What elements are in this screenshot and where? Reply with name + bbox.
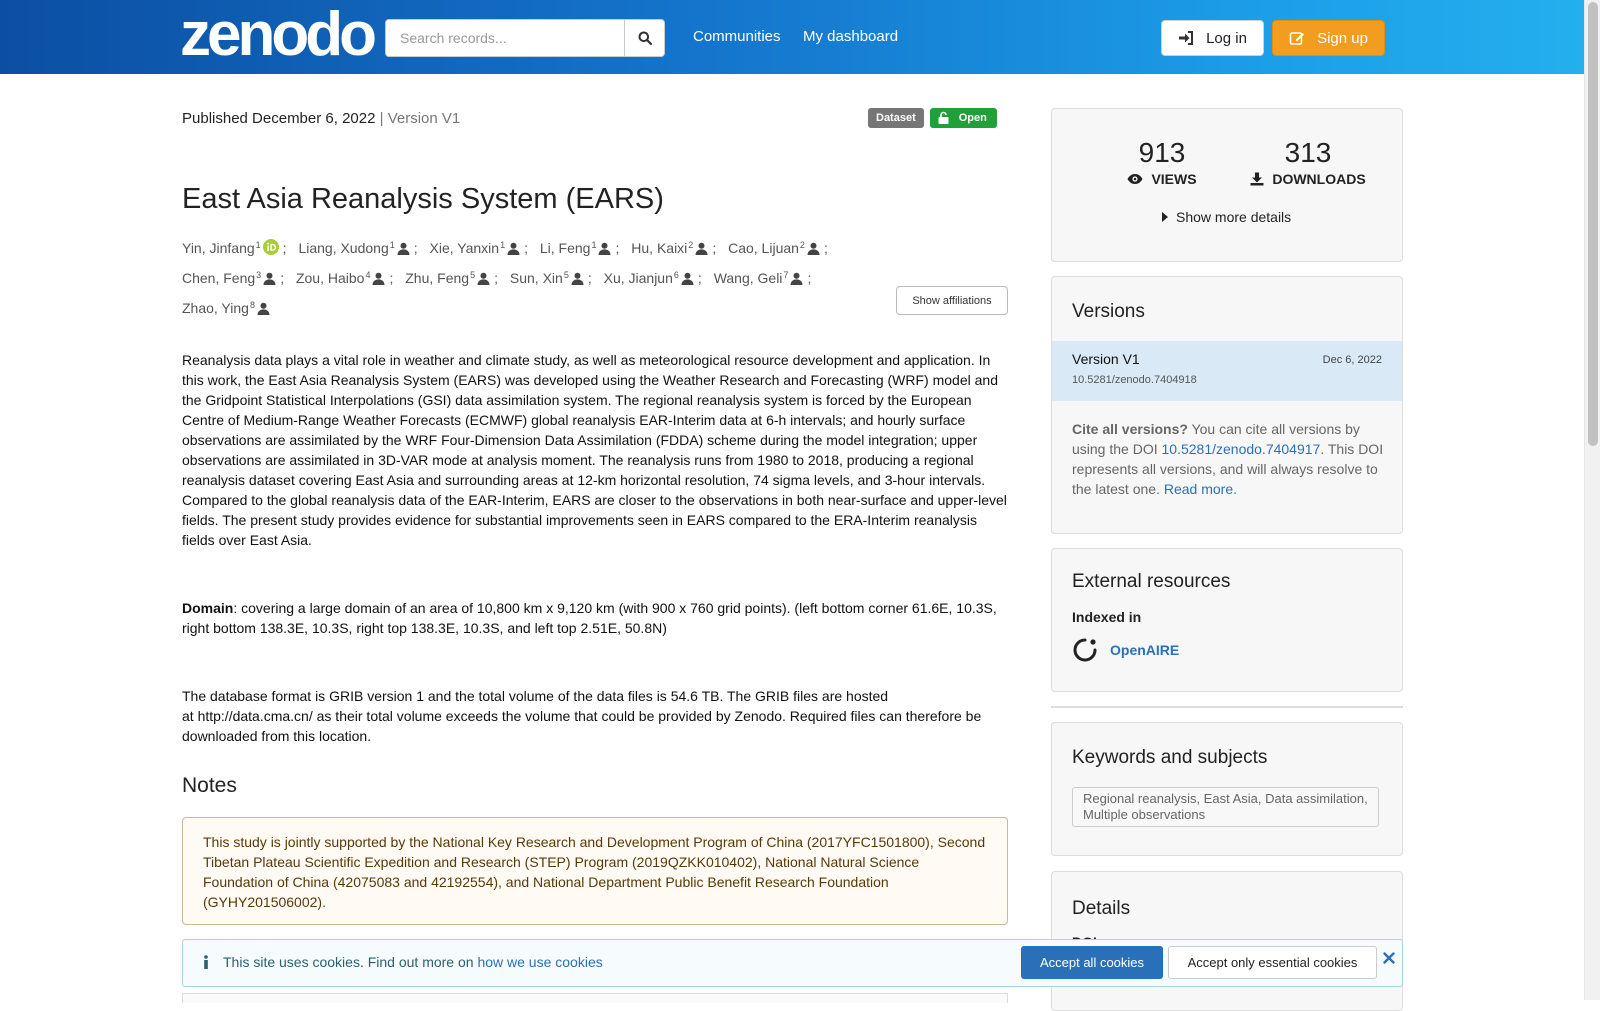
affiliation-number: 7 — [783, 270, 789, 280]
creator-separator: ; — [494, 270, 498, 286]
affiliation-number: 1 — [255, 240, 261, 250]
cite-post-text: . This DOI represents all versions, and will always resolve to the latest one. — [1072, 441, 1384, 497]
creator-name[interactable]: Cao, Lijuan — [728, 240, 799, 256]
nav-communities[interactable]: Communities — [693, 28, 781, 45]
creator-name[interactable]: Liang, Xudong — [298, 240, 389, 256]
login-label: Log in — [1206, 29, 1247, 47]
caret-right-icon — [1162, 212, 1168, 222]
cookie-text: This site uses cookies. Find out more on — [223, 954, 478, 970]
nav-my-dashboard[interactable]: My dashboard — [803, 28, 899, 45]
creator-separator: ; — [282, 240, 287, 256]
version-date: Dec 6, 2022 — [1322, 354, 1382, 366]
creator-item[interactable] — [510, 270, 584, 286]
creator-item[interactable] — [604, 270, 694, 286]
openaire-link[interactable] — [1072, 637, 1179, 663]
scrollbar-thumb[interactable] — [1588, 2, 1598, 446]
login-button[interactable] — [1161, 20, 1264, 56]
cookie-banner — [182, 939, 1403, 987]
domain-text: : covering a large domain of an area of 10,800 km x 9,120 km (with 900 x 760 grid points). (left bottom corner 61.6E, 10.3S, right bottom 138.3E, 10.3S, right top 138.3E, 10.3S, and left top 2.51E, 50.8N) — [182, 600, 997, 636]
person-icon — [695, 242, 708, 255]
downloads-label: DOWNLOADS — [1272, 171, 1366, 187]
affiliation-number: 2 — [799, 240, 805, 250]
affiliation-number: 2 — [688, 240, 694, 250]
creator-separator: ; — [587, 270, 592, 286]
views-stat — [1112, 137, 1212, 187]
downloads-stat — [1242, 137, 1374, 187]
accept-essential-cookies-button[interactable]: Accept only essential cookies — [1168, 946, 1377, 979]
creator-name[interactable]: Wang, Geli — [713, 270, 783, 286]
creator-item[interactable] — [714, 270, 804, 286]
person-icon — [477, 272, 490, 285]
eye-icon — [1127, 173, 1143, 185]
person-icon — [263, 272, 276, 285]
signup-label: Sign up — [1317, 29, 1368, 47]
svg-text:zenodo: zenodo — [180, 0, 373, 69]
downloads-count: 313 — [1284, 137, 1332, 168]
cookie-message — [203, 954, 603, 970]
creator-separator: ; — [413, 240, 418, 256]
record-title: East Asia Reanalysis System (EARS) — [182, 183, 664, 215]
stats-card — [1051, 108, 1403, 262]
affiliation-number: 1 — [591, 240, 597, 250]
access-label: Open — [958, 112, 987, 124]
creator-item[interactable] — [298, 240, 409, 256]
orcid-icon — [263, 239, 279, 255]
external-resources-card — [1051, 548, 1403, 692]
creator-item[interactable] — [631, 240, 708, 256]
data-location-line-1: The database format is GRIB version 1 and the total volume of the data files is 54.6 TB. The GRIB files are hosted — [182, 688, 889, 704]
affiliation-number: 8 — [249, 300, 255, 310]
next-section-edge — [182, 993, 1008, 1003]
person-icon — [507, 242, 520, 255]
show-more-details-label: Show more details — [1176, 209, 1292, 225]
affiliation-number: 1 — [389, 240, 395, 250]
affiliation-number: 5 — [563, 270, 569, 280]
creator-item[interactable] — [540, 240, 612, 256]
creator-separator: ; — [823, 240, 828, 256]
affiliation-number: 3 — [256, 270, 262, 280]
cookie-policy-link[interactable]: how we use cookies — [477, 954, 603, 970]
version-doi: 10.5281/zenodo.7404918 — [1072, 374, 1197, 386]
creator-separator: ; — [697, 270, 702, 286]
versions-heading: Versions — [1072, 301, 1145, 322]
creator-name[interactable]: Li, Feng — [539, 240, 591, 256]
versions-card — [1051, 276, 1403, 534]
creator-item[interactable] — [728, 240, 820, 256]
version-label: | Version V1 — [379, 110, 461, 127]
views-count: 913 — [1138, 137, 1186, 168]
creator-item[interactable] — [182, 300, 270, 316]
creator-separator: ; — [615, 240, 620, 256]
close-icon[interactable] — [1383, 951, 1395, 967]
show-affiliations-button[interactable]: Show affiliations — [896, 286, 1008, 315]
indexed-in-label: Indexed in — [1072, 609, 1142, 625]
cite-all-heading: Cite all versions? — [1072, 421, 1188, 437]
creator-name[interactable]: Zhu, Feng — [405, 270, 470, 286]
cite-all-versions — [1072, 419, 1387, 499]
read-more-link[interactable]: Read more. — [1163, 481, 1237, 497]
search-input[interactable] — [385, 19, 625, 57]
publication-info — [182, 110, 460, 127]
notes-box — [182, 817, 1008, 925]
data-location-line-2: at http://data.cma.cn/ as their total volume exceeds the volume that could be provided by Zenodo. Required files can therefore be downloaded from this location. — [182, 708, 982, 744]
search-button[interactable] — [624, 19, 665, 57]
openaire-label: OpenAIRE — [1110, 642, 1180, 658]
access-badge[interactable] — [930, 108, 997, 128]
keywords-heading: Keywords and subjects — [1072, 747, 1268, 768]
affiliation-number: 5 — [470, 270, 476, 280]
views-label: VIEWS — [1151, 171, 1197, 187]
affiliation-number: 6 — [673, 270, 679, 280]
creator-item[interactable] — [296, 270, 386, 286]
creator-item[interactable] — [182, 240, 279, 256]
creator-name[interactable]: Xie, Yanxin — [429, 240, 500, 256]
creator-name[interactable]: Chen, Feng — [182, 270, 256, 286]
sidebar-divider — [1051, 706, 1403, 708]
creator-name[interactable]: Zou, Haibo — [295, 270, 365, 286]
openaire-icon — [1072, 637, 1098, 663]
description-paragraph: Reanalysis data plays a vital role in weather and climate study, as well as meteorological resource development and application. In this work, the East Asia Reanalysis System (EARS) was developed using the Weather Research and Forecasting (WRF) model and the Gridpoint Statistical Interpolations (GSI) data assimilation system. The regional reanalysis system is forced by the European Centre of Medium-Range Weather Forecasts (ECMWF) global reanalysis EAR-Interim data at 6-h intervals; and hourly surface observations are assimilated by the WRF Four-Dimension Data Assimilation (FDDA) scheme during the model integration; upper observations are assimilated in 3D-VAR mode at analysis moment. The reanalysis runs from 1980 to 2018, producing a regional reanalysis dataset covering East Asia and surrounding areas at 12-km horizontal resolution, 74 sigma levels, and 3-hour intervals. Compared to the global reanalysis data of the EAR-Interim, EARS are closer to the observations in both near-surface and upper-level fields. The present study provides evidence for substantial improvements seen in EARS compared to the ERA-Interim reanalysis fields over East Asia. — [182, 352, 1007, 548]
person-icon — [598, 242, 611, 255]
version-name[interactable]: Version V1 — [1072, 351, 1140, 367]
record-badges — [868, 108, 997, 128]
person-icon — [807, 242, 820, 255]
info-icon — [203, 955, 209, 969]
unlock-icon — [938, 112, 949, 124]
zenodo-logo-mark — [180, 0, 373, 69]
notes-text: This study is jointly supported by the National Key Research and Development Program of China (2017YFC1501800), Second Tibetan Plateau Scientific Expedition and Research (STEP) Program (2019QZKK010402), National Natural Science Foundation of China (42075083 and 42192554), and National Department Public Benefit Research Foundation (GYHY201506002). — [203, 834, 986, 910]
affiliation-number: 4 — [365, 270, 371, 280]
person-icon — [397, 242, 410, 255]
creator-separator: ; — [280, 270, 285, 286]
keywords-card — [1051, 722, 1403, 856]
creator-item[interactable] — [182, 270, 276, 286]
cite-pre-text: You can cite all versions by using the DOI — [1072, 421, 1360, 457]
edit-icon — [1289, 30, 1305, 46]
person-icon — [681, 272, 694, 285]
top-navbar — [0, 0, 1584, 74]
external-resources-heading: External resources — [1072, 571, 1231, 592]
version-item[interactable] — [1052, 341, 1402, 401]
creator-name[interactable]: Xu, Jianjun — [603, 270, 673, 286]
person-icon — [372, 272, 385, 285]
search-bar — [385, 19, 665, 57]
zenodo-logo[interactable] — [180, 0, 373, 69]
creator-name[interactable]: Sun, Xin — [509, 270, 563, 286]
person-icon — [790, 272, 803, 285]
show-more-details-toggle[interactable] — [1162, 209, 1291, 225]
creator-name[interactable]: Hu, Kaixi — [631, 240, 688, 256]
signup-button[interactable] — [1272, 20, 1385, 56]
domain-label: Domain — [182, 600, 234, 616]
creator-separator: ; — [712, 240, 717, 256]
sign-in-icon — [1178, 31, 1194, 45]
creator-separator: ; — [389, 270, 394, 286]
creator-name[interactable]: Yin, Jinfang — [182, 240, 255, 256]
creator-separator: ; — [524, 240, 528, 256]
concept-doi-link[interactable]: 10.5281/zenodo.7404917 — [1161, 441, 1321, 457]
creators-list — [182, 232, 842, 322]
resource-type-badge[interactable]: Dataset — [868, 108, 924, 128]
domain-paragraph — [182, 598, 1012, 638]
keywords-tag[interactable]: Regional reanalysis, East Asia, Data assimilation, Multiple observations — [1072, 787, 1379, 827]
search-icon — [638, 31, 652, 45]
details-heading: Details — [1072, 898, 1131, 919]
data-location-paragraph — [182, 686, 1012, 746]
accept-all-cookies-button[interactable]: Accept all cookies — [1021, 946, 1163, 979]
notes-heading: Notes — [182, 774, 237, 797]
download-icon — [1250, 172, 1264, 186]
page-scrollbar[interactable] — [1584, 0, 1600, 1000]
published-date: Published December 6, 2022 — [182, 110, 376, 127]
person-icon — [257, 302, 270, 315]
creator-separator: ; — [807, 270, 812, 286]
creator-item[interactable] — [430, 240, 521, 256]
person-icon — [571, 272, 584, 285]
creator-name[interactable]: Zhao, Ying — [182, 300, 249, 316]
creator-item[interactable] — [405, 270, 490, 286]
affiliation-number: 1 — [500, 240, 506, 250]
